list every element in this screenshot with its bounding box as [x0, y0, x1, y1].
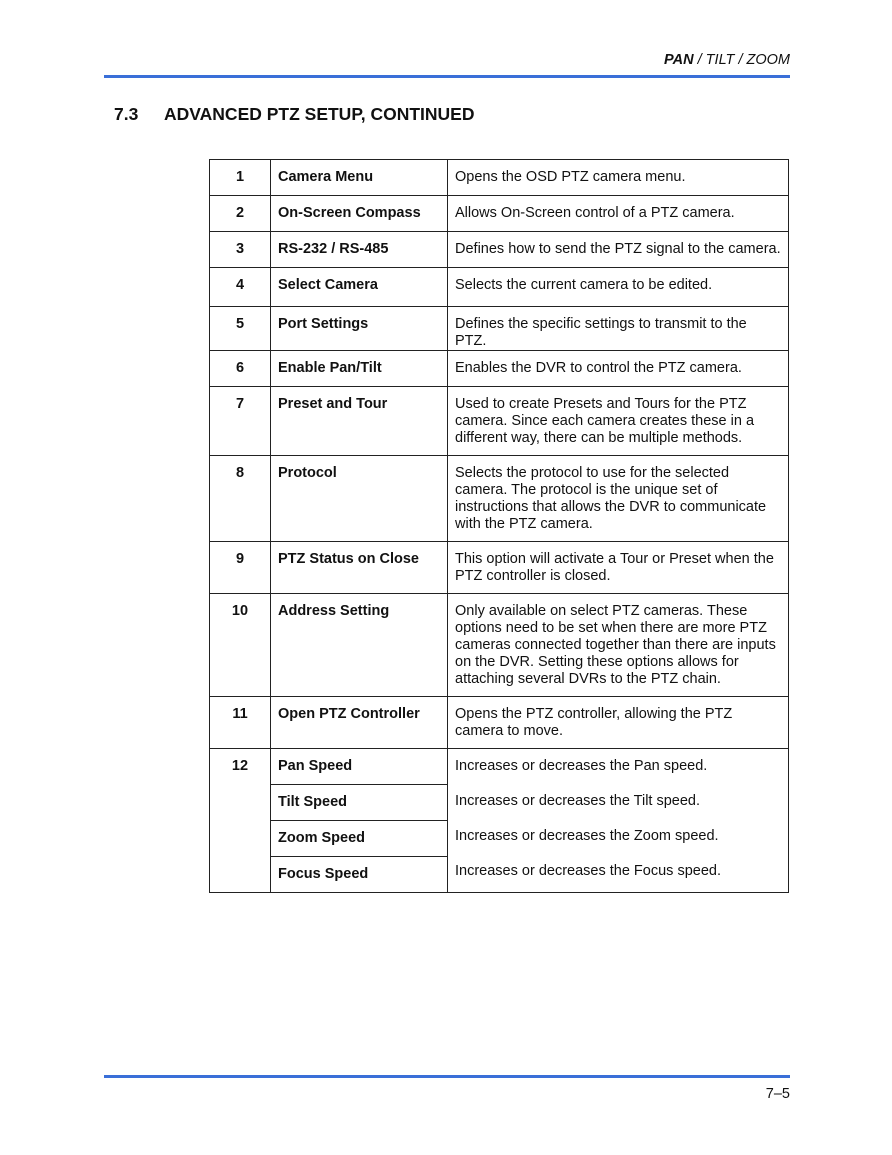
row-name: Enable Pan/Tilt: [271, 351, 448, 387]
table-row: [210, 307, 789, 351]
row-name: On-Screen Compass: [271, 196, 448, 232]
table-row: [210, 160, 789, 196]
page-number: 7–5: [765, 1086, 790, 1102]
row-description: Used to create Presets and Tours for the PTZ camera. Since each camera creates these in a different way, there can be multiple methods.: [448, 387, 789, 456]
speed-descriptions: [448, 749, 789, 893]
table-row: [210, 196, 789, 232]
row-description: Only available on select PTZ cameras. These options need to be set when there are more PTZ cameras connected together than there are inputs on the DVR. Setting these options allows for attaching several DVRs to the PTZ chain.: [448, 594, 789, 697]
row-name: Protocol: [271, 456, 448, 542]
row-name: Zoom Speed: [271, 821, 448, 857]
running-header: [104, 52, 790, 68]
table-row: [210, 268, 789, 307]
row-description: Allows On-Screen control of a PTZ camera.: [448, 196, 789, 232]
row-description: Defines how to send the PTZ signal to the camera.: [448, 232, 789, 268]
row-description: Selects the current camera to be edited.: [448, 268, 789, 307]
row-number: 4: [210, 268, 271, 307]
row-number: 3: [210, 232, 271, 268]
row-name: Open PTZ Controller: [271, 697, 448, 749]
table-row: [210, 456, 789, 542]
section-number: 7.3: [114, 104, 139, 124]
row-name: Port Settings: [271, 307, 448, 351]
table-row: [210, 351, 789, 387]
row-number: 9: [210, 542, 271, 594]
ptz-settings-table: [209, 159, 789, 893]
row-name: Preset and Tour: [271, 387, 448, 456]
table-row: [210, 697, 789, 749]
row-number: 12: [210, 749, 271, 893]
row-number: 6: [210, 351, 271, 387]
table-row: [210, 749, 789, 785]
row-number: 1: [210, 160, 271, 196]
table-row: [210, 387, 789, 456]
row-description: Enables the DVR to control the PTZ camera.: [448, 351, 789, 387]
footer-rule: [104, 1075, 790, 1078]
row-description: Defines the specific settings to transmit to the PTZ.: [448, 307, 789, 351]
table-row: [210, 542, 789, 594]
section-title: [114, 104, 475, 125]
row-name: PTZ Status on Close: [271, 542, 448, 594]
row-number: 5: [210, 307, 271, 351]
row-name: Tilt Speed: [271, 785, 448, 821]
row-name: Pan Speed: [271, 749, 448, 785]
row-number: 2: [210, 196, 271, 232]
row-name: Camera Menu: [271, 160, 448, 196]
section-heading: ADVANCED PTZ SETUP, CONTINUED: [164, 104, 475, 124]
row-name: RS-232 / RS-485: [271, 232, 448, 268]
row-number: 11: [210, 697, 271, 749]
row-name: Focus Speed: [271, 857, 448, 893]
row-name: Address Setting: [271, 594, 448, 697]
row-description: Increases or decreases the Zoom speed.: [455, 828, 719, 844]
row-description: Selects the protocol to use for the selected camera. The protocol is the unique set of instructions that allows the DVR to communicate with the PTZ camera.: [448, 456, 789, 542]
row-number: 8: [210, 456, 271, 542]
header-rule: [104, 75, 790, 78]
row-number: 10: [210, 594, 271, 697]
row-number: 7: [210, 387, 271, 456]
row-description: Opens the PTZ controller, allowing the PTZ camera to move.: [448, 697, 789, 749]
row-description: Increases or decreases the Tilt speed.: [455, 793, 701, 809]
running-header-bold: PAN: [664, 52, 694, 68]
running-header-rest: / TILT / ZOOM: [693, 52, 790, 68]
table-row: [210, 594, 789, 697]
table-row: [210, 232, 789, 268]
row-name: Select Camera: [271, 268, 448, 307]
row-description: This option will activate a Tour or Preset when the PTZ controller is closed.: [448, 542, 789, 594]
row-description: Increases or decreases the Pan speed.: [455, 758, 708, 774]
row-description: Increases or decreases the Focus speed.: [455, 863, 721, 879]
row-description: Opens the OSD PTZ camera menu.: [448, 160, 789, 196]
